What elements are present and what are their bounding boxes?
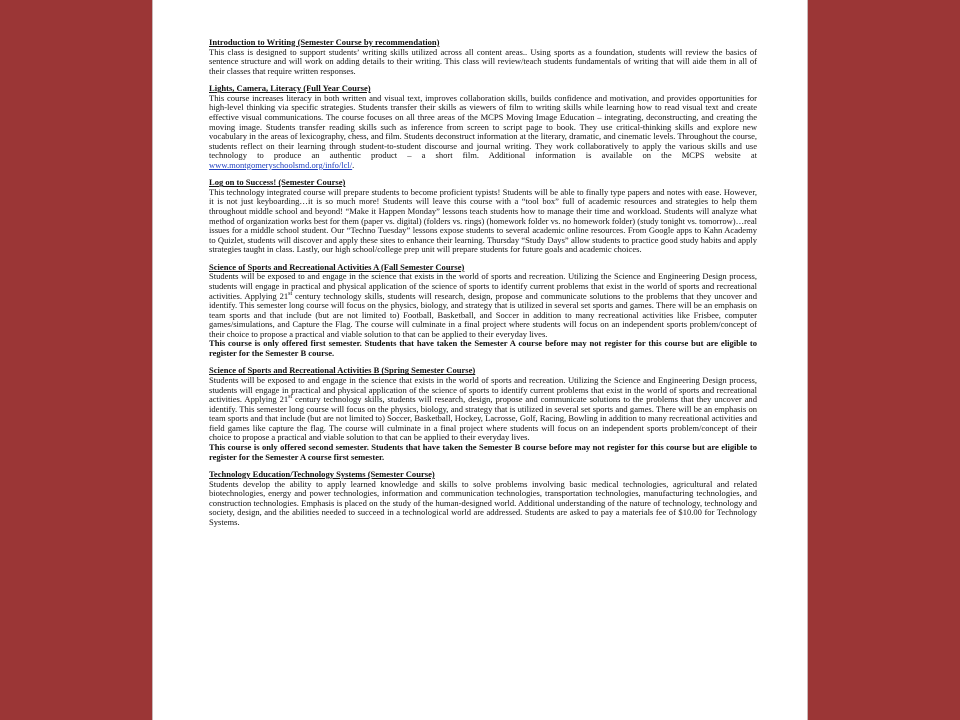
course-title: Lights, Camera, Literacy (Full Year Course) — [209, 83, 371, 94]
ordinal-superscript: st — [288, 290, 293, 297]
course-log-on-to-success — [209, 178, 757, 255]
course-description-part1: Students will be exposed to and engage in the science that exists in the world of sports and recreation. Utilizing the Science and Engineering Design process, students will engage in practical and physical application of the science of sports to identify current problems that exist in the world of sports and recreational activities. Applying 21 — [209, 375, 757, 405]
course-registration-note: This course is only offered second semester. Students that have taken the Semester B course before may not register for this course but are eligible to register for the Semester A course first semester. — [209, 441, 757, 462]
course-description-part2: century technology skills, students will research, design, propose and communicate solutions to the problems that they uncover and identify. This semester long course will focus on the physics, biology, and strategy that is utilized in several set sports and games. There will be an emphasis on team sports and that include (but are not limited to) Soccer, Basketball, Hockey, Lacrosse, Golf, Racing, Bowling in addition to many recreational activities and field games like capture the flag. The course will culminate in a final project where students will focus on an independent sports problem/concept of their choice to propose a practical and viable solution to that can be applied to their everyday lives. — [209, 394, 757, 443]
course-description-part2: century technology skills, students will research, design, propose and communicate solutions to the problems that they uncover and identify. This semester long course will focus on the physics, biology, and strategy that is utilized in several set sports and games. There will be an emphasis on team sports and that include (but are not limited to) Football, Basketball, and Soccer in addition to many recreational activities like Frisbee, computer games/simulations, and Capture the Flag. The course will culminate in a final project where students will focus on an independent sports problem/concept of their choice to propose a practical and viable solution to that can be applied to their everyday lives. — [209, 290, 757, 339]
course-description: This class is designed to support students’ writing skills utilized across all content areas.. Using sports as a foundation, students will review the basics of sentence structure and will work on adding details to their writing. This class will review/teach students fundamentals of writing that will aide them in all of their classes that require written responses. — [209, 46, 757, 76]
course-description: Students develop the ability to apply learned knowledge and skills to solve problems involving basic medical technologies, agricultural and related biotechnologies, energy and power technologies, information and communication technologies, transportation technologies, manufacturing technologies, and construction technologies. Emphasis is placed on the study of the human-designed world. Additional understanding of the nature of technology, technology and society, design, and the abilities needed to succeed in a technological world are addressed. Students are asked to pay a materials fee of $10.00 for Technology Systems. — [209, 478, 757, 527]
course-title: Log on to Success! (Semester Course) — [209, 177, 346, 188]
course-intro-writing — [209, 38, 757, 76]
course-description: This technology integrated course will prepare students to become proficient typists! Students will be able to finally type papers and notes with ease. However, it is not just keyboarding…it is so much more! Students will leave this course with a “tool box” full of academic resources and strategies to help them throughout middle school and beyond! “Make it Happen Monday” lessons teach students how to manage their time and workload. Students will analyze what method of organization works best for them (paper vs. digital) (folders vs. rings) (homework folder vs. no homework folder) (study tonight vs. tomorrow)…real issues for a middle school student. Our “Techno Tuesday” lessons expose students to several academic online resources. From Google apps to Kahn Academy to Quizlet, students will discover and apply these sites to enhance their learning. Thursday “Study Days” allow students to practice good study habits and apply strategies taught in class. Lastly, our high school/college prep unit will prepare students for future goals and academic choices. — [209, 186, 757, 255]
course-technology-systems — [209, 470, 757, 527]
course-lights-camera-literacy — [209, 84, 757, 170]
course-title: Introduction to Writing (Semester Course by recommendation) — [209, 37, 440, 47]
course-description-end: . — [352, 159, 355, 170]
ordinal-superscript: st — [288, 394, 293, 401]
course-science-of-sports-a — [209, 263, 757, 359]
course-description — [209, 94, 757, 171]
course-title: Science of Sports and Recreational Activities A (Fall Semester Course) — [209, 261, 465, 272]
mcps-website-link[interactable]: www.montgomeryschoolsmd.org/info/lcl/ — [209, 159, 353, 170]
course-description — [209, 376, 757, 443]
course-science-of-sports-b — [209, 366, 757, 462]
course-title: Technology Education/Technology Systems (Semester Course) — [209, 469, 435, 480]
course-description-part1: Students will be exposed to and engage in the science that exists in the world of sports and recreation. Utilizing the Science and Engineering Design process, students will engage in practical and physical application of the science of sports to identify current problems that exist in the world of sports and recreational activities. Applying 21 — [209, 271, 757, 301]
course-registration-note: This course is only offered first semester. Students that have taken the Semester A course before may not register for this course but are eligible to register for the Semester B course. — [209, 338, 757, 358]
document-page — [152, 0, 808, 720]
course-title: Science of Sports and Recreational Activities B (Spring Semester Course) — [209, 365, 476, 376]
document-content — [209, 38, 757, 535]
course-description-text: This course increases literacy in both written and visual text, improves collaboration skills, builds confidence and motivation, and provides opportunities for high-level thinking via specific strategies. Students transfer their skills as viewers of film to writing skills while learning how to read visual text and create effective visual communications. The course focuses on all three areas of the MCPS Moving Image Education – integrating, deconstructing, and creating the moving image. Students transfer reading skills such as inference from screen to script page to book. They use critical-thinking skills and explore new vocabulary in the areas of lexicography, chess, and film. Students deconstruct information at the literary, dramatic, and cinematic levels. Throughout the course, students reflect on their learning through student-to-student discourse and journal writing. They work collaboratively to apply the various skills and use technology to produce an authentic product – a short film. Additional information is available on the MCPS website at — [209, 92, 757, 161]
course-description — [209, 272, 757, 339]
